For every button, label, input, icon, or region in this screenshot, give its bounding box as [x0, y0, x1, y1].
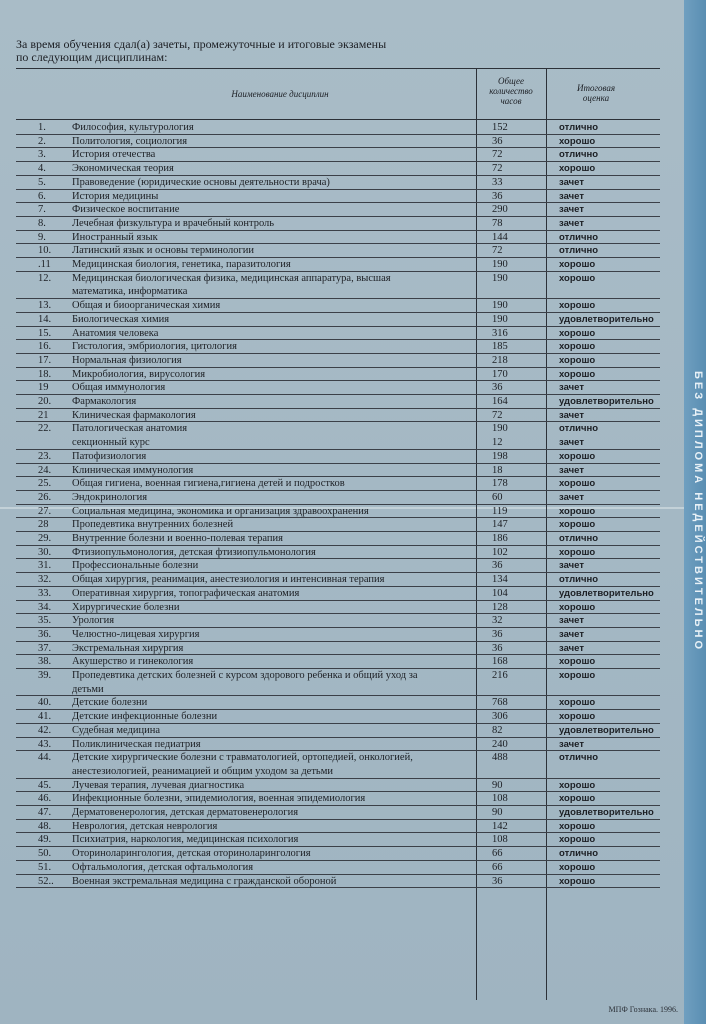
table-row — [0, 244, 684, 258]
table-row — [0, 148, 684, 162]
final-grade: хорошо — [559, 163, 596, 175]
subject-name: Анатомия человека — [72, 327, 159, 339]
table-row — [0, 875, 684, 889]
final-grade: отлично — [559, 423, 599, 435]
subject-name: Фармакология — [72, 396, 137, 407]
table-row — [0, 409, 684, 423]
subject-name: Политология, социология — [72, 135, 188, 147]
table-row — [0, 642, 684, 656]
hours-value: 147 — [492, 519, 508, 531]
column-header-grade-line-2: оценка — [582, 93, 610, 103]
subject-name-continued: детьми — [72, 683, 104, 695]
row-number: 22. — [38, 423, 52, 435]
subject-name: Внутренние болезни и военно-полевая терапия — [72, 533, 283, 544]
subject-name: Судебная медицина — [72, 724, 161, 736]
row-number: 48. — [38, 820, 52, 832]
final-grade: зачет — [559, 491, 584, 503]
row-number: 20. — [38, 396, 52, 407]
subject-name: Микробиология, вирусология — [72, 368, 206, 380]
table-row — [0, 847, 684, 861]
subject-name: Акушерство и гинекология — [72, 656, 194, 668]
final-grade: отлично — [559, 231, 599, 243]
row-number: 14. — [38, 313, 52, 325]
final-grade: зачет — [559, 190, 584, 202]
subject-name: Профессиональные болезни — [72, 560, 199, 572]
final-grade: зачет — [559, 615, 584, 627]
table-row — [0, 861, 684, 875]
row-number: 27. — [38, 505, 52, 517]
final-grade: зачет — [559, 204, 584, 216]
row-number: 38. — [38, 656, 52, 668]
row-number: 5. — [38, 176, 46, 188]
final-grade: отлично — [559, 752, 599, 764]
subject-name: Биологическая химия — [72, 313, 170, 325]
printer-imprint: МПФ Гознака. 1996. — [608, 1005, 678, 1014]
final-grade: зачет — [559, 738, 584, 750]
final-grade: хорошо — [559, 861, 596, 873]
subject-name: Правоведение (юридические основы деятельности врача) — [72, 176, 330, 188]
table-row — [0, 272, 684, 299]
table-row — [0, 559, 684, 573]
row-number: 34. — [38, 601, 52, 613]
final-grade: хорошо — [559, 601, 596, 613]
final-grade-secondary: зачет — [559, 437, 584, 449]
table-row — [0, 696, 684, 710]
table-row — [0, 738, 684, 752]
table-row — [0, 162, 684, 176]
hours-value: 768 — [492, 697, 508, 709]
hours-value: 142 — [492, 820, 508, 832]
hours-value: 36 — [492, 642, 503, 654]
table-row — [0, 450, 684, 464]
table-row — [0, 340, 684, 354]
final-grade: отлично — [559, 245, 599, 257]
subject-name: Общая и биоорганическая химия — [72, 300, 221, 312]
hours-value: 190 — [492, 272, 508, 284]
row-number: 41. — [38, 711, 52, 723]
table-row — [0, 518, 684, 532]
table-row — [0, 190, 684, 204]
final-grade: отлично — [559, 122, 599, 133]
subject-name-continued: секционный курс — [72, 437, 150, 449]
table-row — [0, 258, 684, 272]
subject-name: Лечебная физкультура и врачебный контроль — [72, 217, 275, 229]
final-grade: хорошо — [559, 656, 596, 668]
table-row — [0, 203, 684, 217]
final-grade: хорошо — [559, 519, 596, 531]
row-number: 46. — [38, 793, 52, 805]
table-row — [0, 573, 684, 587]
subject-name: Урология — [72, 615, 115, 627]
subject-name: Пропедевтика детских болезней с курсом здорового ребенка и общий уход за — [72, 670, 418, 681]
hours-value: 18 — [492, 464, 503, 476]
subject-name: Оперативная хирургия, топографическая анатомия — [72, 587, 300, 599]
row-number: 43. — [38, 738, 52, 750]
column-header-hours-line-2: количество — [489, 86, 533, 96]
subject-name: Лучевая терапия, лучевая диагностика — [72, 779, 245, 791]
row-number: 13. — [38, 300, 52, 312]
hours-value: 240 — [492, 738, 508, 750]
row-number: 21 — [38, 409, 49, 421]
hours-value-secondary: 12 — [492, 437, 503, 449]
hours-value: 198 — [492, 450, 508, 462]
subject-name: Челюстно-лицевая хирургия — [72, 628, 200, 640]
row-number: 24. — [38, 464, 52, 476]
subject-name: Философия, культурология — [72, 122, 194, 133]
final-grade: хорошо — [559, 450, 596, 462]
final-grade: отлично — [559, 574, 599, 586]
subject-name: Детские инфекционные болезни — [72, 711, 218, 723]
column-header-grade — [556, 83, 636, 103]
final-grade: хорошо — [559, 834, 596, 846]
table-row — [0, 381, 684, 395]
subject-name: История отечества — [72, 149, 156, 161]
table-row — [0, 751, 684, 778]
hours-value: 72 — [492, 409, 503, 421]
subject-name: Экономическая теория — [72, 163, 174, 175]
table-row — [0, 833, 684, 847]
subject-name-continued: математика, информатика — [72, 286, 188, 298]
subject-name: Поликлиническая педиатрия — [72, 738, 201, 750]
subject-name: Эндокринология — [72, 491, 148, 503]
column-header-name: Наименование дисциплин — [231, 89, 329, 99]
final-grade: удовлетворительно — [559, 587, 654, 599]
subject-name: Оториноларингология, детская оториноларингология — [72, 848, 311, 860]
row-number: 47. — [38, 807, 52, 818]
row-number: 33. — [38, 587, 52, 599]
final-grade: хорошо — [559, 793, 596, 805]
table-row — [0, 587, 684, 601]
hours-value: 32 — [492, 615, 503, 627]
hours-value: 190 — [492, 313, 508, 325]
hours-value: 128 — [492, 601, 508, 613]
row-number: 42. — [38, 724, 52, 736]
table-row — [0, 231, 684, 245]
table-row — [0, 792, 684, 806]
row-number: 30. — [38, 546, 52, 558]
column-header-grade-line-1: Итоговая — [576, 83, 616, 93]
subject-name: Медицинская биология, генетика, паразитология — [72, 259, 291, 270]
subject-name: Клиническая иммунология — [72, 464, 194, 476]
side-warning-text: БЕЗ ДИПЛОМА НЕДЕЙСТВИТЕЛЬНО — [692, 371, 704, 653]
subject-name: Патофизиология — [72, 450, 147, 462]
table-row — [0, 724, 684, 738]
hours-value: 72 — [492, 149, 503, 161]
final-grade: удовлетворительно — [559, 807, 654, 818]
table-top-border — [16, 68, 660, 69]
subject-name-continued: анестезиологией, реанимацией и общим уходом за детьми — [72, 765, 333, 777]
hours-value: 78 — [492, 217, 503, 229]
row-number: 16. — [38, 341, 52, 353]
hours-value: 290 — [492, 204, 508, 216]
subject-name: Неврология, детская неврология — [72, 820, 218, 832]
row-number: 9. — [38, 231, 46, 243]
table-row — [0, 669, 684, 696]
table-row — [0, 395, 684, 409]
hours-value: 36 — [492, 875, 503, 887]
table-header-border — [16, 119, 660, 120]
table-row — [0, 614, 684, 628]
hours-value: 82 — [492, 724, 503, 736]
hours-value: 185 — [492, 341, 508, 353]
table-row — [0, 217, 684, 231]
final-grade: зачет — [559, 628, 584, 640]
hours-value: 144 — [492, 231, 508, 243]
subject-name: Пропедевтика внутренних болезней — [72, 519, 234, 531]
hours-value: 190 — [492, 423, 508, 435]
final-grade: хорошо — [559, 300, 596, 312]
final-grade: хорошо — [559, 670, 596, 681]
final-grade: зачет — [559, 642, 584, 654]
subject-name: Общая хирургия, реанимация, анестезиология и интенсивная терапия — [72, 574, 385, 586]
table-row — [0, 601, 684, 615]
row-number: 7. — [38, 204, 46, 216]
subject-name: Фтизиопульмонология, детская фтизиопульмонология — [72, 546, 316, 558]
final-grade: отлично — [559, 533, 599, 544]
subject-name: Офтальмология, детская офтальмология — [72, 861, 254, 873]
row-number: 12. — [38, 272, 52, 284]
hours-value: 36 — [492, 190, 503, 202]
hours-value: 104 — [492, 587, 508, 599]
row-number: 39. — [38, 670, 52, 681]
subject-name: История медицины — [72, 190, 159, 202]
final-grade: хорошо — [559, 354, 596, 366]
subject-name: Гистология, эмбриология, цитология — [72, 341, 237, 353]
row-number: 32. — [38, 574, 52, 586]
final-grade: отлично — [559, 848, 599, 860]
row-number: 44. — [38, 752, 52, 764]
final-grade: хорошо — [559, 875, 596, 887]
row-number: 2. — [38, 135, 46, 147]
hours-value: 36 — [492, 382, 503, 394]
hours-value: 152 — [492, 122, 508, 133]
row-number: 10. — [38, 245, 52, 257]
hours-value: 60 — [492, 491, 503, 503]
row-number: 50. — [38, 848, 52, 860]
table-row — [0, 806, 684, 820]
table-row — [0, 422, 684, 449]
table-row — [0, 299, 684, 313]
row-number: 49. — [38, 834, 52, 846]
final-grade: хорошо — [559, 697, 596, 709]
column-header-hours-line-1: Общее — [497, 76, 525, 86]
final-grade: хорошо — [559, 546, 596, 558]
row-number: 1. — [38, 122, 46, 133]
hours-value: 108 — [492, 834, 508, 846]
row-number: .11 — [38, 259, 51, 270]
subject-name: Детские болезни — [72, 697, 148, 709]
final-grade: зачет — [559, 217, 584, 229]
row-number: 28 — [38, 519, 49, 531]
table-row — [0, 546, 684, 560]
final-grade: зачет — [559, 382, 584, 394]
final-grade: хорошо — [559, 368, 596, 380]
table-row — [0, 313, 684, 327]
table-row — [0, 491, 684, 505]
row-number: 18. — [38, 368, 52, 380]
page-heading — [16, 38, 386, 64]
final-grade: зачет — [559, 560, 584, 572]
hours-value: 164 — [492, 396, 508, 407]
subject-name: Экстремальная хирургия — [72, 642, 184, 654]
row-number: 17. — [38, 354, 52, 366]
subject-name: Инфекционные болезни, эпидемиология, военная эпидемиология — [72, 793, 366, 805]
subject-name: Патологическая анатомия — [72, 423, 188, 435]
table-row — [0, 505, 684, 519]
hours-value: 134 — [492, 574, 508, 586]
table-row — [0, 779, 684, 793]
table-row — [0, 135, 684, 149]
row-number: 15. — [38, 327, 52, 339]
table-row — [0, 628, 684, 642]
row-number: 25. — [38, 478, 52, 490]
table-row — [0, 121, 684, 135]
hours-value: 36 — [492, 135, 503, 147]
hours-value: 33 — [492, 176, 503, 188]
hours-value: 102 — [492, 546, 508, 558]
subject-name: Латинский язык и основы терминологии — [72, 245, 255, 257]
row-number: 31. — [38, 560, 52, 572]
row-number: 3. — [38, 149, 46, 161]
table-row — [0, 477, 684, 491]
hours-value: 72 — [492, 163, 503, 175]
heading-line-1: За время обучения сдал(а) зачеты, промежуточные и итоговые экзамены — [16, 37, 387, 51]
hours-value: 190 — [492, 259, 508, 270]
table-row — [0, 327, 684, 341]
row-number: 8. — [38, 217, 46, 229]
subject-name: Хирургические болезни — [72, 601, 180, 613]
hours-value: 170 — [492, 368, 508, 380]
hours-value: 66 — [492, 861, 503, 873]
subject-name: Нормальная физиология — [72, 354, 182, 366]
hours-value: 178 — [492, 478, 508, 490]
hours-value: 90 — [492, 779, 503, 791]
table-row — [0, 710, 684, 724]
table-row — [0, 820, 684, 834]
row-number: 52.. — [38, 875, 54, 887]
final-grade: хорошо — [559, 341, 596, 353]
final-grade: хорошо — [559, 135, 596, 147]
final-grade: удовлетворительно — [559, 724, 654, 736]
subject-name: Дерматовенерология, детская дерматовенерология — [72, 807, 299, 818]
final-grade: удовлетворительно — [559, 313, 654, 325]
hours-value: 36 — [492, 560, 503, 572]
final-grade: отлично — [559, 149, 599, 161]
subject-name: Детские хирургические болезни с травматологией, ортопедией, онкологией, — [72, 752, 413, 764]
row-number: 23. — [38, 450, 52, 462]
final-grade: хорошо — [559, 327, 596, 339]
hours-value: 186 — [492, 533, 508, 544]
final-grade: хорошо — [559, 478, 596, 490]
subject-name: Иностранный язык — [72, 231, 158, 243]
final-grade: зачет — [559, 464, 584, 476]
hours-value: 108 — [492, 793, 508, 805]
subject-name: Клиническая фармакология — [72, 409, 196, 421]
subject-name: Общая гигиена, военная гигиена,гигиена детей и подростков — [72, 478, 345, 490]
subject-name: Медицинская биологическая физика, медицинская аппаратура, высшая — [72, 272, 391, 284]
table-row — [0, 655, 684, 669]
final-grade: хорошо — [559, 259, 596, 270]
row-number: 4. — [38, 163, 46, 175]
table-row — [0, 354, 684, 368]
row-number: 26. — [38, 491, 52, 503]
column-header-hours — [478, 76, 544, 106]
table-row — [0, 176, 684, 190]
final-grade: хорошо — [559, 505, 596, 517]
hours-value: 119 — [492, 505, 508, 517]
hours-value: 36 — [492, 628, 503, 640]
table-row — [0, 464, 684, 478]
hours-value: 90 — [492, 807, 503, 818]
subject-name: Социальная медицина, экономика и организация здравоохранения — [72, 505, 369, 517]
row-number: 37. — [38, 642, 52, 654]
row-number: 19 — [38, 382, 49, 394]
subject-name: Физическое воспитание — [72, 204, 180, 216]
final-grade: хорошо — [559, 272, 596, 284]
row-number: 51. — [38, 861, 52, 873]
row-number: 45. — [38, 779, 52, 791]
final-grade: хорошо — [559, 779, 596, 791]
hours-value: 488 — [492, 752, 508, 764]
row-number: 29. — [38, 533, 52, 544]
hours-value: 168 — [492, 656, 508, 668]
hours-value: 216 — [492, 670, 508, 681]
table-row — [0, 532, 684, 546]
final-grade: хорошо — [559, 820, 596, 832]
final-grade: зачет — [559, 176, 584, 188]
column-header-hours-line-3: часов — [500, 96, 522, 106]
subject-name: Психиатрия, наркология, медицинская психология — [72, 834, 299, 846]
subject-name: Общая иммунология — [72, 382, 166, 394]
row-number: 6. — [38, 190, 46, 202]
hours-value: 306 — [492, 711, 508, 723]
row-divider — [16, 887, 660, 888]
subject-name: Военная экстремальная медицина с гражданской обороной — [72, 875, 337, 887]
hours-value: 218 — [492, 354, 508, 366]
final-grade: удовлетворительно — [559, 396, 654, 407]
final-grade: зачет — [559, 409, 584, 421]
row-number: 40. — [38, 697, 52, 709]
row-number: 35. — [38, 615, 52, 627]
hours-value: 316 — [492, 327, 508, 339]
hours-value: 190 — [492, 300, 508, 312]
hours-value: 66 — [492, 848, 503, 860]
hours-value: 72 — [492, 245, 503, 257]
heading-line-2: по следующим дисциплинам: — [16, 50, 168, 64]
row-number: 36. — [38, 628, 52, 640]
final-grade: хорошо — [559, 711, 596, 723]
table-row — [0, 368, 684, 382]
